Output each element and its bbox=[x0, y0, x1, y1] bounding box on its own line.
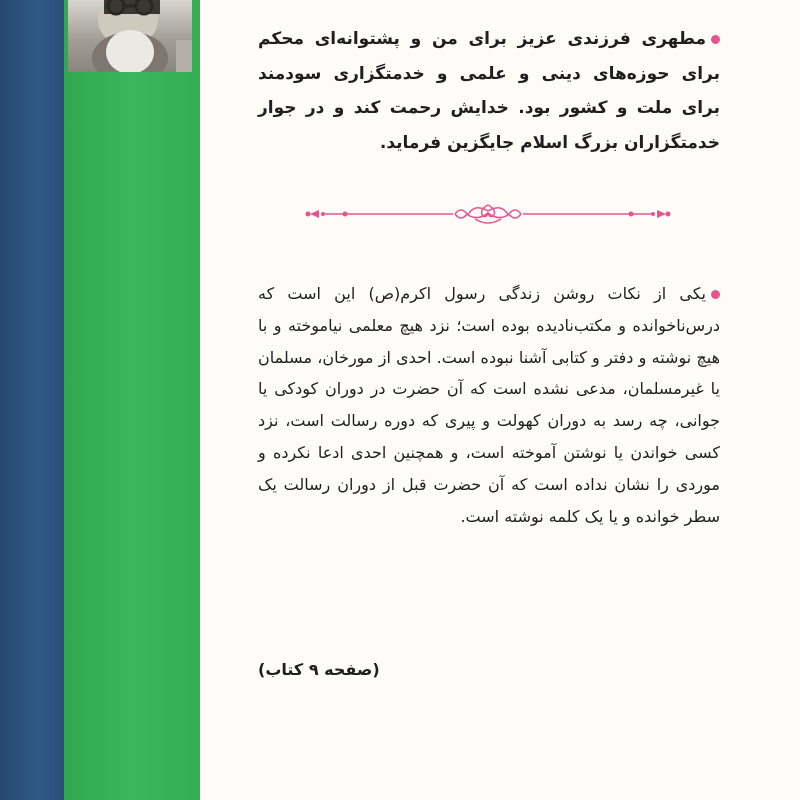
pink-bullet-icon bbox=[711, 35, 720, 44]
floral-divider-icon bbox=[305, 201, 671, 227]
cover-green-band bbox=[64, 0, 200, 800]
cover-blue-band bbox=[0, 0, 64, 800]
pink-bullet-icon bbox=[711, 290, 720, 299]
biography-paragraph bbox=[258, 278, 720, 532]
tribute-text: مطهری فرزندی عزیز برای من و پشتوانه‌ای محکم برای حوزه‌های دینی و علمی و خدمتگزاری سودمند برای ملت و کشور بود. خدایش رحمت کند و در جوار خدمتگزاران بزرگ اسلام جایگزین فرماید. bbox=[258, 29, 720, 153]
page-reference: (صفحه ۹ کتاب) bbox=[258, 660, 380, 679]
tribute-paragraph bbox=[258, 22, 720, 160]
biography-text: یکی از نکات روشن زندگی رسول اکرم(ص) این است که درس‌ناخوانده و مکتب‌نادیده بوده است؛ نزد هیچ معلمی نیاموخته و با هیچ نوشته و دفتر و کتابی آشنا نبوده است. احدی از مورخان، مسلمان یا غیرمسلمان، مدعی نشده است که آن حضرت در دوران کودکی یا جوانی، چه رسد به دوران کهولت و پیری که دوره رسالت است، نزد کسی خواندن یا نوشتن آموخته است، و همچنین احدی ادعا نکرده و موردی را نشان نداده است که آن حضرت قبل از دوران رسالت یک سطر خوانده و یا یک کلمه نوشته است. bbox=[258, 284, 720, 526]
author-portrait bbox=[68, 0, 192, 72]
